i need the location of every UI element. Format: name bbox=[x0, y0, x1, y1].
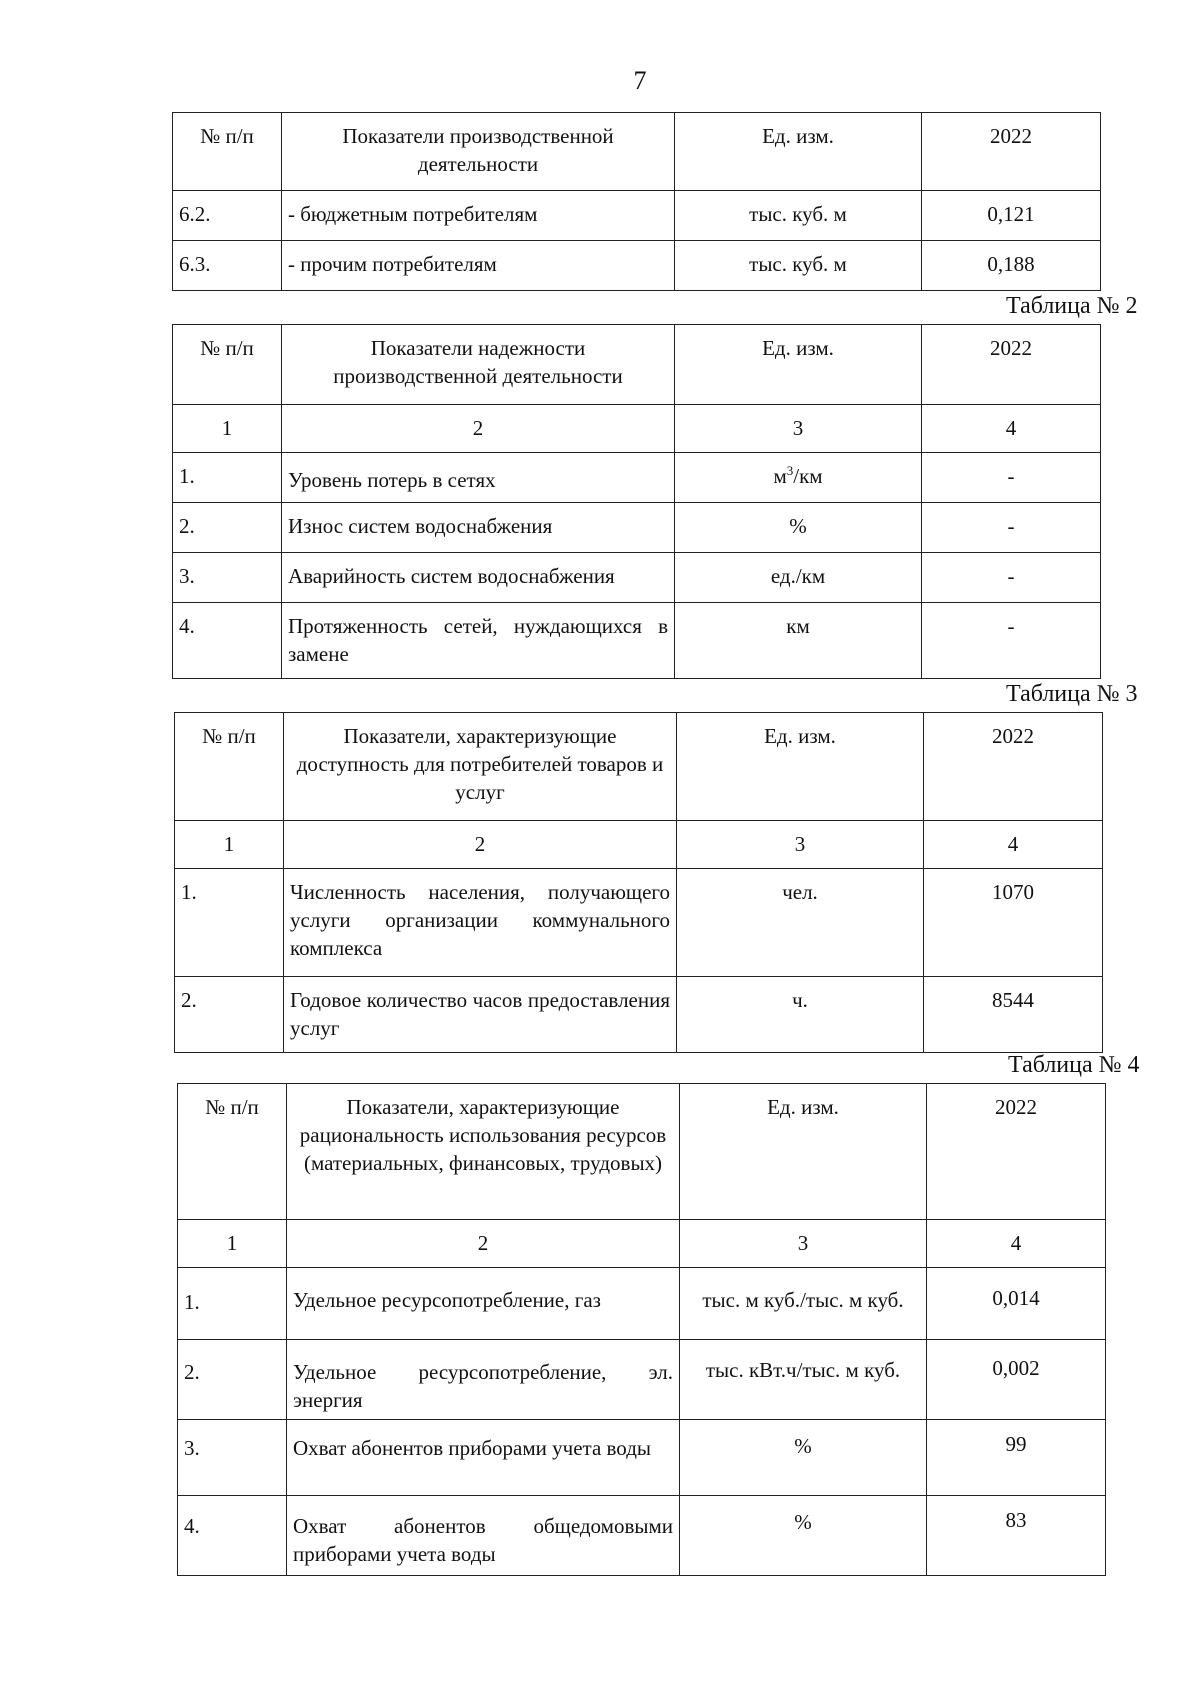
row-indicator: Численность населения, получающего услуги организации коммунального комплекса bbox=[284, 869, 677, 977]
row-value: - bbox=[922, 553, 1101, 603]
table-row bbox=[178, 1340, 1106, 1420]
header-number: № п/п bbox=[178, 1084, 287, 1220]
table-row bbox=[178, 1268, 1106, 1340]
row-value: 99 bbox=[927, 1420, 1106, 1496]
row-indicator: Износ систем водоснабжения bbox=[282, 503, 675, 553]
table-reliability bbox=[172, 324, 1101, 679]
row-unit: тыс. кВт.ч/тыс. м куб. bbox=[680, 1340, 927, 1420]
table-row bbox=[173, 191, 1101, 241]
header-unit: Ед. изм. bbox=[677, 713, 924, 821]
row-value: 0,121 bbox=[922, 191, 1101, 241]
header-unit: Ед. изм. bbox=[675, 325, 922, 405]
row-number: 1. bbox=[175, 869, 284, 977]
row-number: 3. bbox=[173, 553, 282, 603]
table-caption: Таблица № 3 bbox=[1006, 681, 1138, 707]
row-number: 1. bbox=[178, 1268, 287, 1340]
row-number: 6.3. bbox=[173, 241, 282, 291]
table-row bbox=[175, 977, 1103, 1053]
row-unit: тыс. м куб./тыс. м куб. bbox=[680, 1268, 927, 1340]
row-unit: % bbox=[680, 1496, 927, 1576]
row-unit: км bbox=[675, 603, 922, 679]
row-value: - bbox=[922, 503, 1101, 553]
unit-base: м bbox=[773, 464, 787, 488]
column-number: 2 bbox=[287, 1220, 680, 1268]
column-number: 1 bbox=[175, 821, 284, 869]
row-value: 0,188 bbox=[922, 241, 1101, 291]
unit-suffix: /км bbox=[793, 464, 823, 488]
column-number: 2 bbox=[282, 405, 675, 453]
table-row bbox=[173, 453, 1101, 503]
header-year: 2022 bbox=[924, 713, 1103, 821]
column-number: 1 bbox=[173, 405, 282, 453]
table-row bbox=[173, 503, 1101, 553]
header-unit: Ед. изм. bbox=[680, 1084, 927, 1220]
row-unit: % bbox=[680, 1420, 927, 1496]
row-indicator: - прочим потребителям bbox=[282, 241, 675, 291]
row-value: 0,002 bbox=[927, 1340, 1106, 1420]
row-number: 2. bbox=[175, 977, 284, 1053]
table-row bbox=[173, 603, 1101, 679]
row-unit: тыс. куб. м bbox=[675, 241, 922, 291]
table-caption: Таблица № 4 bbox=[1008, 1052, 1140, 1078]
row-indicator: - бюджетным потребителям bbox=[282, 191, 675, 241]
column-numbers-row bbox=[178, 1220, 1106, 1268]
header-year: 2022 bbox=[927, 1084, 1106, 1220]
row-unit bbox=[675, 453, 922, 503]
row-number: 6.2. bbox=[173, 191, 282, 241]
row-value: 0,014 bbox=[927, 1268, 1106, 1340]
header-indicator: Показатели, характеризующие рациональность использования ресурсов (материальных, финансовых, трудовых) bbox=[287, 1084, 680, 1220]
header-indicator: Показатели надежности производственной деятельности bbox=[282, 325, 675, 405]
row-indicator: Аварийность систем водоснабжения bbox=[282, 553, 675, 603]
page-number: 7 bbox=[633, 66, 647, 95]
table-row bbox=[175, 869, 1103, 977]
row-value: 1070 bbox=[924, 869, 1103, 977]
row-number: 2. bbox=[178, 1340, 287, 1420]
header-indicator: Показатели производственной деятельности bbox=[282, 113, 675, 191]
header-number: № п/п bbox=[173, 113, 282, 191]
header-indicator: Показатели, характеризующие доступность для потребителей товаров и услуг bbox=[284, 713, 677, 821]
row-indicator: Удельное ресурсопотребление, газ bbox=[287, 1268, 680, 1340]
column-number: 2 bbox=[284, 821, 677, 869]
column-number: 4 bbox=[927, 1220, 1106, 1268]
row-unit: ч. bbox=[677, 977, 924, 1053]
table-resources bbox=[177, 1083, 1106, 1576]
header-year: 2022 bbox=[922, 113, 1101, 191]
row-indicator: Уровень потерь в сетях bbox=[282, 453, 675, 503]
table-caption: Таблица № 2 bbox=[1006, 293, 1138, 319]
table-row bbox=[173, 241, 1101, 291]
row-unit: ед./км bbox=[675, 553, 922, 603]
row-unit: % bbox=[675, 503, 922, 553]
column-number: 4 bbox=[924, 821, 1103, 869]
header-number: № п/п bbox=[175, 713, 284, 821]
column-numbers-row bbox=[175, 821, 1103, 869]
row-unit: чел. bbox=[677, 869, 924, 977]
column-number: 4 bbox=[922, 405, 1101, 453]
header-unit: Ед. изм. bbox=[675, 113, 922, 191]
header-number: № п/п bbox=[173, 325, 282, 405]
row-number: 4. bbox=[178, 1496, 287, 1576]
row-indicator: Охват абонентов общедомовыми приборами учета воды bbox=[287, 1496, 680, 1576]
column-number: 3 bbox=[675, 405, 922, 453]
column-number: 3 bbox=[680, 1220, 927, 1268]
column-number: 1 bbox=[178, 1220, 287, 1268]
row-number: 2. bbox=[173, 503, 282, 553]
row-value: - bbox=[922, 453, 1101, 503]
row-value: 8544 bbox=[924, 977, 1103, 1053]
table-row bbox=[178, 1496, 1106, 1576]
unit-superscript: 3 bbox=[786, 463, 794, 478]
row-number: 4. bbox=[173, 603, 282, 679]
table-availability bbox=[174, 712, 1103, 1053]
row-indicator: Охват абонентов приборами учета воды bbox=[287, 1420, 680, 1496]
row-value: 83 bbox=[927, 1496, 1106, 1576]
header-year: 2022 bbox=[922, 325, 1101, 405]
table-production bbox=[172, 112, 1101, 291]
row-indicator: Годовое количество часов предоставления услуг bbox=[284, 977, 677, 1053]
row-number: 1. bbox=[173, 453, 282, 503]
row-unit: тыс. куб. м bbox=[675, 191, 922, 241]
row-number: 3. bbox=[178, 1420, 287, 1496]
table-row bbox=[173, 553, 1101, 603]
column-numbers-row bbox=[173, 405, 1101, 453]
table-row bbox=[178, 1420, 1106, 1496]
row-indicator: Удельное ресурсопотребление, эл. энергия bbox=[287, 1340, 680, 1420]
row-indicator: Протяженность сетей, нуждающихся в замене bbox=[282, 603, 675, 679]
row-value: - bbox=[922, 603, 1101, 679]
column-number: 3 bbox=[677, 821, 924, 869]
